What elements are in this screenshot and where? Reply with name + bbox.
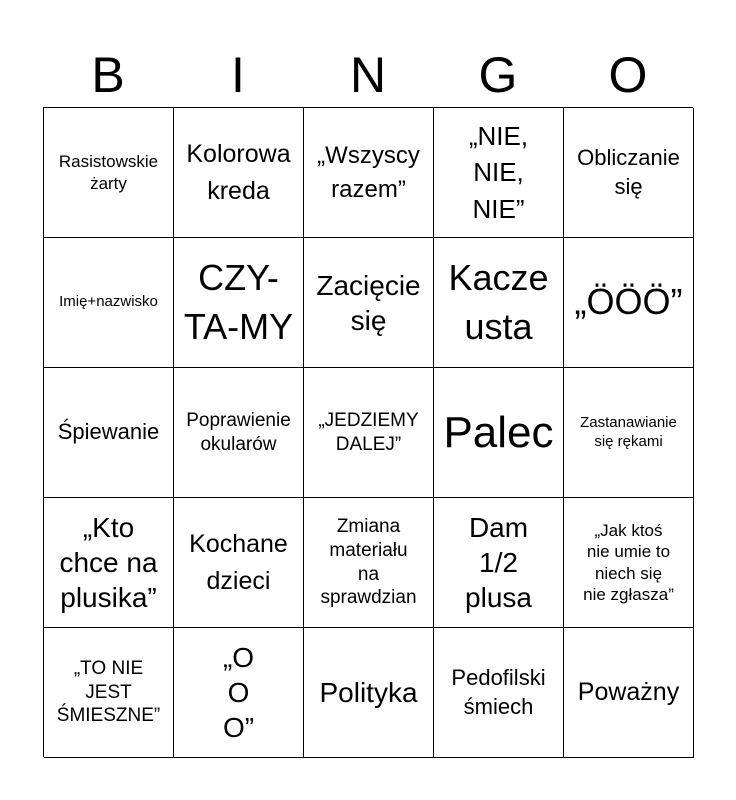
bingo-cell-r2c5[interactable]: „ÖÖÖ” [564, 238, 694, 368]
header-letter-n: N [349, 47, 387, 103]
bingo-cell-r4c3[interactable]: Zmiana materiału na sprawdzian [304, 498, 434, 628]
bingo-cell-r2c3[interactable]: Zacięcie się [304, 238, 434, 368]
bingo-cell-r2c4[interactable]: Kacze usta [434, 238, 564, 368]
bingo-cell-r5c4[interactable]: Pedofilski śmiech [434, 628, 564, 758]
bingo-cell-r5c2[interactable]: „O O O” [174, 628, 304, 758]
bingo-cell-r2c1[interactable]: Imię+nazwisko [44, 238, 174, 368]
bingo-cell-r3c1[interactable]: Śpiewanie [44, 368, 174, 498]
bingo-header [43, 42, 693, 108]
bingo-cell-r5c1[interactable]: „TO NIE JEST ŚMIESZNE” [44, 628, 174, 758]
bingo-cell-r1c5[interactable]: Obliczanie się [564, 108, 694, 238]
header-letter-g: G [478, 47, 518, 103]
bingo-cell-r3c2[interactable]: Poprawienie okularów [174, 368, 304, 498]
bingo-cell-r3c5[interactable]: Zastanawianie się rękami [564, 368, 694, 498]
bingo-cell-r3c3[interactable]: „JEDZIEMY DALEJ” [304, 368, 434, 498]
bingo-cell-r4c5[interactable]: „Jak ktoś nie umie to niech się nie zgłasza” [564, 498, 694, 628]
bingo-cell-r4c4[interactable]: Dam 1/2 plusa [434, 498, 564, 628]
bingo-board [43, 107, 693, 757]
bingo-cell-r1c4[interactable]: „NIE, NIE, NIE” [434, 108, 564, 238]
bingo-cell-r1c1[interactable]: Rasistowskie żarty [44, 108, 174, 238]
bingo-cell-r1c2[interactable]: Kolorowa kreda [174, 108, 304, 238]
bingo-cell-r4c1[interactable]: „Kto chce na plusika” [44, 498, 174, 628]
header-letter-i: I [231, 47, 245, 103]
bingo-cell-r5c5[interactable]: Poważny [564, 628, 694, 758]
header-letter-o: O [608, 47, 648, 103]
header-letter-b: B [91, 47, 125, 103]
bingo-cell-r1c3[interactable]: „Wszyscy razem” [304, 108, 434, 238]
bingo-cell-r4c2[interactable]: Kochane dzieci [174, 498, 304, 628]
bingo-cell-r3c4[interactable]: Palec [434, 368, 564, 498]
bingo-cell-r2c2[interactable]: CZY- TA-MY [174, 238, 304, 368]
bingo-cell-r5c3[interactable]: Polityka [304, 628, 434, 758]
